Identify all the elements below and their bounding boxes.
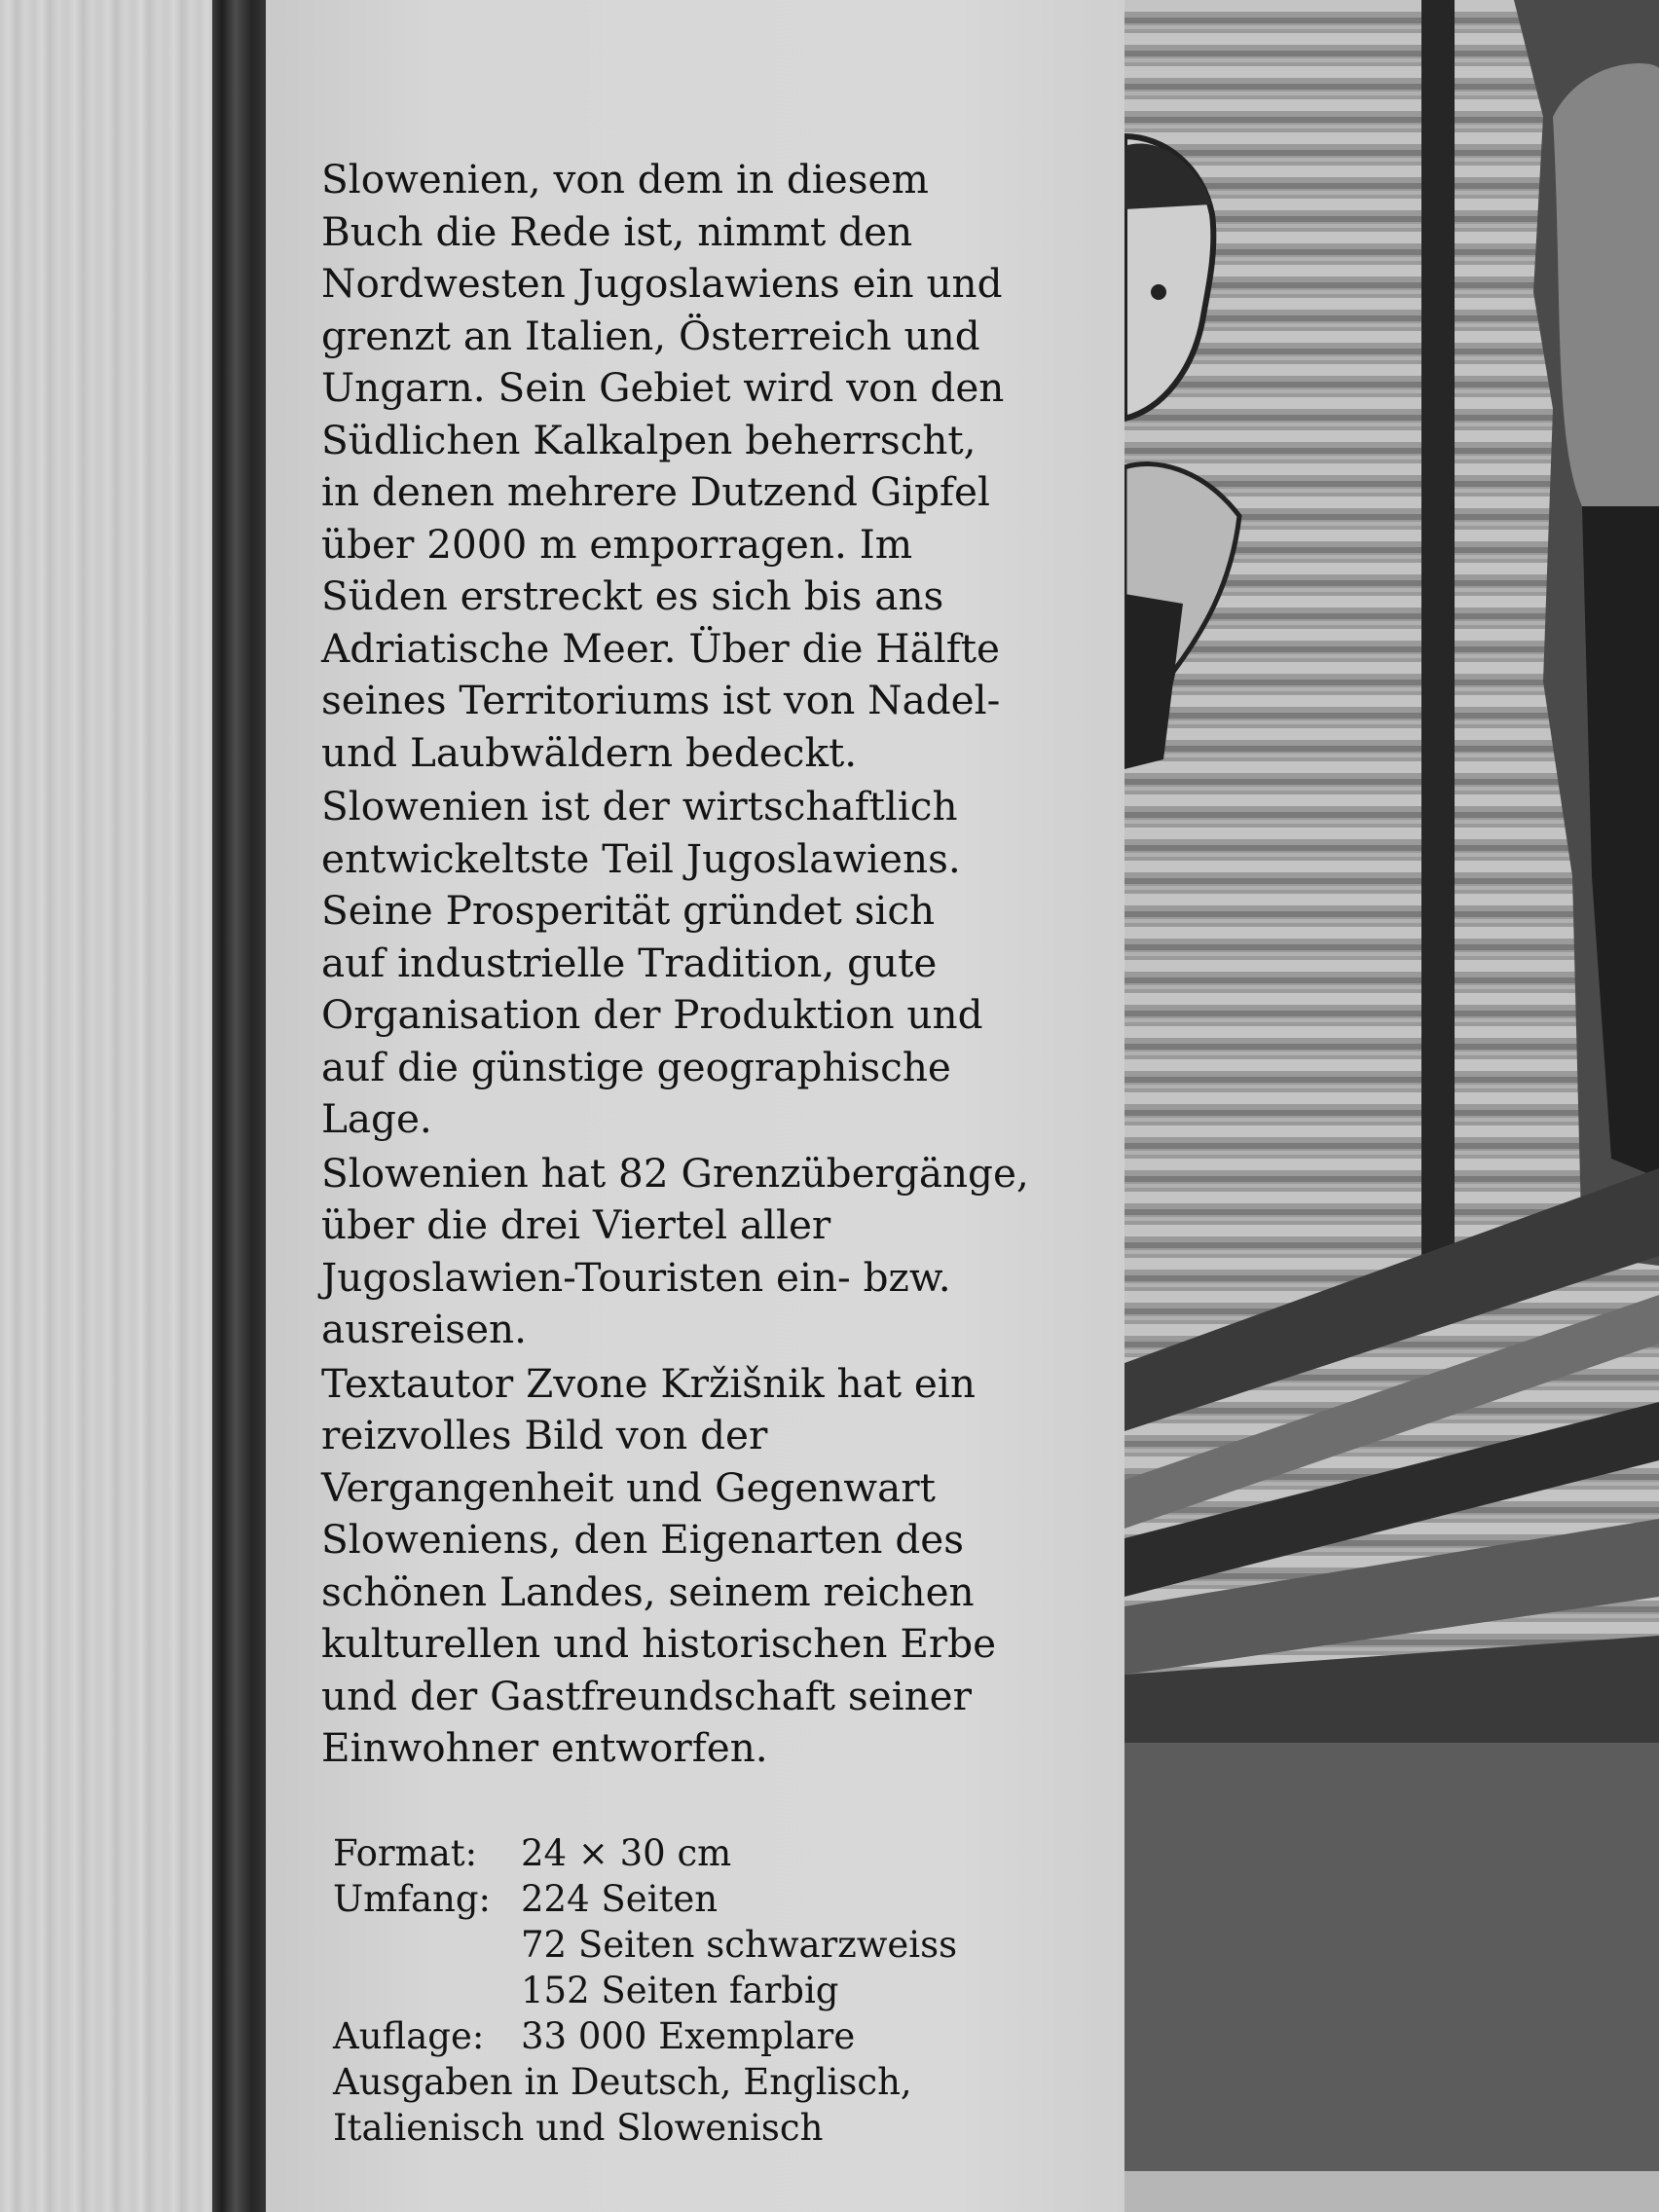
spec-value: 72 Seiten schwarzweiss <box>521 1924 958 1966</box>
illustration-drawing <box>1124 0 1659 2212</box>
text-line: Slowenien, von dem in diesem <box>321 156 929 203</box>
spec-label-empty <box>333 1922 521 1968</box>
text-line: schönen Landes, seinem reichen <box>321 1567 975 1615</box>
book-specs <box>333 1830 1073 2151</box>
text-line: Süden erstreckt es sich bis ans <box>321 572 944 619</box>
spec-label: Umfang: <box>333 1878 492 1920</box>
text-line: Nordwesten Jugoslawiens ein und <box>321 260 1003 307</box>
spec-umfang-color <box>333 1968 1073 2013</box>
text-line: Einwohner entworfen. <box>321 1724 768 1771</box>
spec-value: 24 × 30 cm <box>521 1832 732 1874</box>
text-line: Sloweniens, den Eigenarten des <box>321 1516 965 1563</box>
spec-label-empty <box>333 1968 521 2013</box>
text-line: und der Gastfreundschaft seiner <box>321 1672 973 1719</box>
text-line: auf die günstige geographische <box>321 1043 951 1090</box>
paragraph-economy <box>321 781 1100 1146</box>
text-line: und Laubwäldern bedeckt. <box>321 728 858 776</box>
text-line: Seine Prosperität gründet sich <box>321 887 936 934</box>
description-text <box>321 154 1100 1775</box>
text-line: Ungarn. Sein Gebiet wird von den <box>321 364 1005 411</box>
spec-value: 152 Seiten farbig <box>521 1970 839 2011</box>
text-line: grenzt an Italien, Österreich und <box>321 312 980 359</box>
text-line: Südlichen Kalkalpen beherrscht, <box>321 416 977 463</box>
spec-label: Format: <box>333 1832 478 1874</box>
paragraph-intro <box>321 154 1100 779</box>
text-line: entwickeltste Teil Jugoslawiens. <box>321 834 961 882</box>
cover-illustration <box>1124 0 1659 2212</box>
spec-auflage <box>333 2013 1073 2059</box>
text-line: Adriatische Meer. Über die Hälfte <box>321 624 1000 672</box>
spec-editions-line: Italienisch und Slowenisch <box>333 2107 824 2149</box>
text-line: über die drei Viertel aller <box>321 1201 831 1248</box>
text-line: ausreisen. <box>321 1306 528 1352</box>
text-line: seines Territoriums ist von Nadel- <box>321 677 1001 723</box>
text-line: Vergangenheit und Gegenwart <box>321 1463 936 1511</box>
text-line: Textautor Zvone Kržišnik hat ein <box>321 1359 976 1407</box>
text-line: Lage. <box>321 1095 432 1142</box>
wood-background <box>0 0 212 2212</box>
spec-label: Auflage: <box>333 2015 485 2057</box>
text-line: kulturellen und historischen Erbe <box>321 1620 997 1667</box>
text-line: Organisation der Produktion und <box>321 991 983 1038</box>
paragraph-author <box>321 1358 1100 1775</box>
text-line: Buch die Rede ist, nimmt den <box>321 207 913 255</box>
book-edge <box>212 0 266 2212</box>
paragraph-borders <box>321 1148 1100 1356</box>
text-line: reizvolles Bild von der <box>321 1412 768 1458</box>
text-line: über 2000 m emporragen. Im <box>321 520 913 568</box>
text-line: Slowenien hat 82 Grenzübergänge, <box>321 1149 1029 1197</box>
spec-format <box>333 1830 1073 1876</box>
text-line: Jugoslawien-Touristen ein- bzw. <box>321 1253 951 1301</box>
spec-value: 224 Seiten <box>521 1878 719 1920</box>
text-line: in denen mehrere Dutzend Gipfel <box>321 468 990 515</box>
spec-value: 33 000 Exemplare <box>521 2015 856 2057</box>
spec-umfang <box>333 1876 1073 1922</box>
text-line: Slowenien ist der wirtschaftlich <box>321 783 958 830</box>
spec-editions-line: Ausgaben in Deutsch, Englisch, <box>333 2061 912 2103</box>
text-line: auf industrielle Tradition, gute <box>321 939 938 986</box>
spec-umfang-bw <box>333 1922 1073 1968</box>
